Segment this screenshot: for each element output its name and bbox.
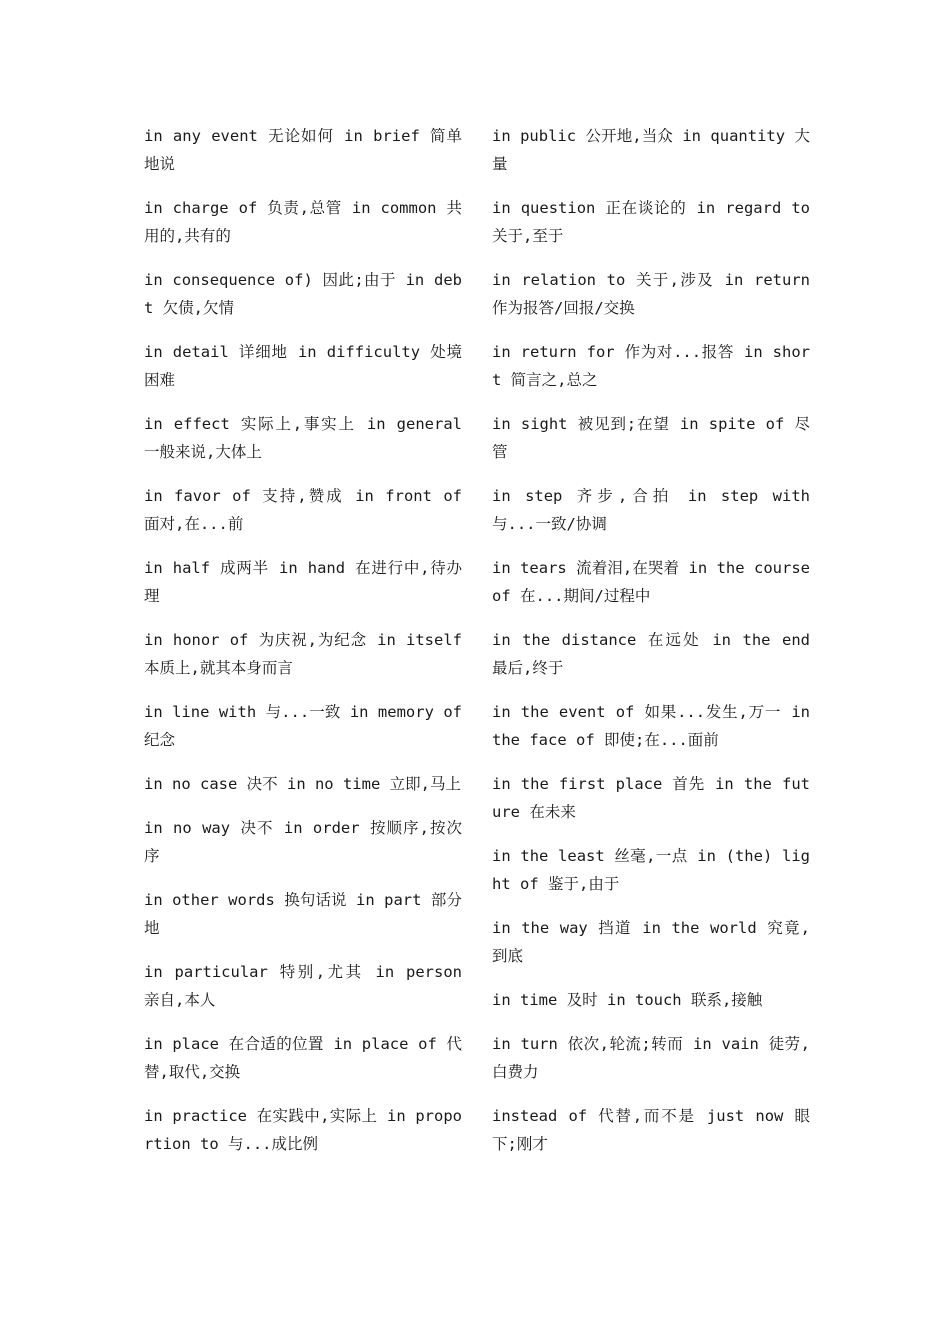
phrase-entry: in the way 挡道 in the world 究竟,到底: [492, 919, 810, 965]
phrase-entry: in other words 换句话说 in part 部分地: [144, 891, 462, 937]
phrase-entry: in sight 被见到;在望 in spite of 尽管: [492, 415, 810, 461]
phrase-entry: in question 正在谈论的 in regard to 关于,至于: [492, 199, 810, 245]
phrase-entry: in particular 特别,尤其 in person 亲自,本人: [144, 963, 462, 1009]
phrase-entry: in the least 丝毫,一点 in (the) light of 鉴于,由于: [492, 847, 810, 893]
left-column: [144, 122, 462, 1174]
phrase-entry: in detail 详细地 in difficulty 处境困难: [144, 343, 462, 389]
phrase-entry: in time 及时 in touch 联系,接触: [492, 991, 763, 1009]
phrase-entry: in step 齐步,合拍 in step with 与...一致/协调: [492, 487, 810, 533]
phrase-entry: in effect 实际上,事实上 in general 一般来说,大体上: [144, 415, 462, 461]
phrase-entry: in no case 决不 in no time 立即,马上: [144, 775, 461, 793]
phrase-entry: in charge of 负责,总管 in common 共用的,共有的: [144, 199, 462, 245]
phrase-entry: instead of 代替,而不是 just now 眼下;刚才: [492, 1107, 810, 1153]
phrase-entry: in line with 与...一致 in memory of 纪念: [144, 703, 462, 749]
phrase-entry: in no way 决不 in order 按顺序,按次序: [144, 819, 462, 865]
phrase-entry: in relation to 关于,涉及 in return 作为报答/回报/交换: [492, 271, 810, 317]
phrase-entry: in consequence of) 因此;由于 in debt 欠债,欠情: [144, 271, 462, 317]
phrase-entry: in place 在合适的位置 in place of 代替,取代,交换: [144, 1035, 462, 1081]
phrase-entry: in the event of 如果...发生,万一 in the face of 即使;在...面前: [492, 703, 810, 749]
phrase-entry: in return for 作为对...报答 in short 简言之,总之: [492, 343, 810, 389]
phrase-entry: in the distance 在远处 in the end 最后,终于: [492, 631, 810, 677]
phrase-entry: in any event 无论如何 in brief 简单地说: [144, 127, 462, 173]
phrase-entry: in turn 依次,轮流;转而 in vain 徒劳,白费力: [492, 1035, 810, 1081]
phrase-entry: in tears 流着泪,在哭着 in the course of 在...期间/过程中: [492, 559, 810, 605]
phrase-entry: in public 公开地,当众 in quantity 大量: [492, 127, 810, 173]
phrase-entry: in favor of 支持,赞成 in front of 面对,在...前: [144, 487, 462, 533]
phrase-entry: in half 成两半 in hand 在进行中,待办理: [144, 559, 462, 605]
right-column: [492, 122, 810, 1174]
phrase-entry: in the first place 首先 in the future 在未来: [492, 775, 810, 821]
phrase-entry: in practice 在实践中,实际上 in proportion to 与...成比例: [144, 1107, 462, 1153]
phrase-entry: in honor of 为庆祝,为纪念 in itself 本质上,就其本身而言: [144, 631, 462, 677]
